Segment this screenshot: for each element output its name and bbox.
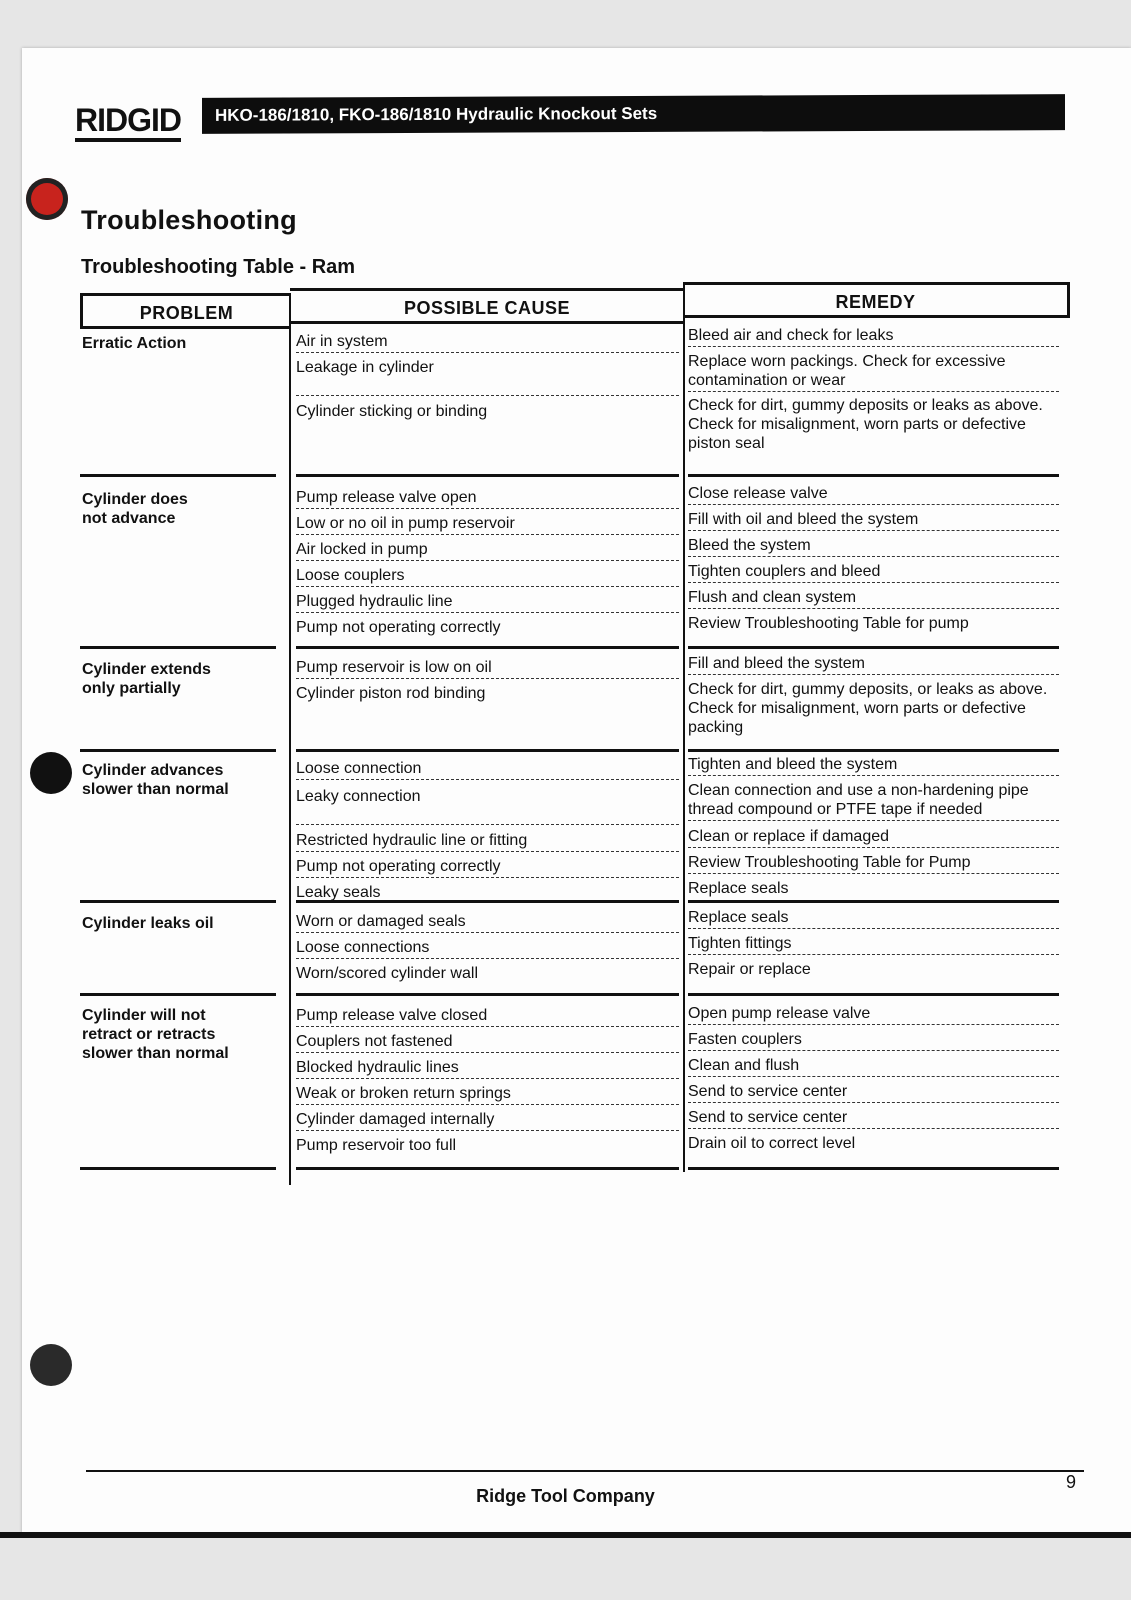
- problem-text: Cylinder leaks oil: [82, 915, 214, 932]
- remedy-item: Bleed air and check for leaks: [688, 326, 1059, 347]
- document-header-title: HKO-186/1810, FKO-186/1810 Hydraulic Knockout Sets: [202, 94, 1065, 134]
- table-row: [80, 656, 1070, 752]
- binder-hole-top-icon: [26, 178, 68, 220]
- cause-list: [296, 486, 679, 649]
- cause-item: Loose connections: [296, 938, 679, 959]
- remedy-list: [688, 910, 1059, 996]
- remedy-item: Fill with oil and bleed the system: [688, 510, 1059, 531]
- table-row: [80, 757, 1070, 903]
- problem-cell: [80, 910, 276, 996]
- cause-item: Leaky connection: [296, 787, 679, 825]
- cause-item: Pump not operating correctly: [296, 619, 501, 636]
- problem-cell: [80, 656, 276, 752]
- ridgid-logo: RIDGID: [75, 104, 181, 142]
- table-row: [80, 910, 1070, 996]
- cause-item: Leaky seals: [296, 884, 381, 901]
- problem-text: Cylinder does not advance: [82, 491, 188, 527]
- cause-item: Cylinder piston rod binding: [296, 685, 486, 702]
- table-title: Troubleshooting Table - Ram: [81, 256, 356, 278]
- cause-item: Couplers not fastened: [296, 1032, 679, 1053]
- table-row: [80, 486, 1070, 649]
- cause-item: Pump not operating correctly: [296, 857, 679, 878]
- remedy-item: Close release valve: [688, 484, 1059, 505]
- problem-cell: [80, 486, 276, 649]
- remedy-item: Clean or replace if damaged: [688, 827, 1059, 848]
- cause-item: Worn/scored cylinder wall: [296, 965, 478, 982]
- cause-list: [296, 330, 679, 477]
- page-number: 9: [1066, 1472, 1077, 1492]
- cause-item: Air in system: [296, 332, 679, 353]
- remedy-item: Review Troubleshooting Table for Pump: [688, 853, 1059, 874]
- remedy-list: [688, 757, 1059, 903]
- remedy-item: Replace worn packings. Check for excessive contamination or wear: [688, 352, 1059, 392]
- remedy-item: Review Troubleshooting Table for pump: [688, 615, 969, 632]
- remedy-item: Check for dirt, gummy deposits, or leaks as above. Check for misalignment, worn parts or defective packing: [688, 681, 1048, 736]
- remedy-item: Tighten couplers and bleed: [688, 562, 1059, 583]
- remedy-list: [688, 656, 1059, 752]
- cause-list: [296, 757, 679, 903]
- cause-item: Pump reservoir too full: [296, 1137, 457, 1154]
- cause-item: Low or no oil in pump reservoir: [296, 514, 679, 535]
- binder-hole-bottom-icon: [30, 1344, 72, 1386]
- remedy-item: Check for dirt, gummy deposits or leaks as above. Check for misalignment, worn parts or defective piston seal: [688, 397, 1043, 452]
- remedy-item: Bleed the system: [688, 536, 1059, 557]
- cause-item: Cylinder damaged internally: [296, 1110, 679, 1131]
- problem-cell: [80, 757, 276, 903]
- cause-item: Pump release valve closed: [296, 1006, 679, 1027]
- remedy-item: Replace seals: [688, 880, 789, 897]
- remedy-list: [688, 1002, 1059, 1170]
- problem-text: Cylinder extends only partially: [82, 661, 211, 697]
- cause-item: Loose couplers: [296, 566, 679, 587]
- table-row: [80, 1002, 1070, 1170]
- cause-item: Cylinder sticking or binding: [296, 403, 488, 420]
- binder-hole-middle-icon: [30, 752, 72, 794]
- remedy-item: Tighten and bleed the system: [688, 755, 1059, 776]
- remedy-item: Clean and flush: [688, 1056, 1059, 1077]
- cause-item: Worn or damaged seals: [296, 912, 679, 933]
- section-title: Troubleshooting: [81, 205, 297, 235]
- problem-cell: [80, 1002, 276, 1170]
- remedy-item: Tighten fittings: [688, 934, 1059, 955]
- column-header-remedy: REMEDY: [684, 282, 1070, 318]
- footer-company: Ridge Tool Company: [476, 1486, 655, 1506]
- remedy-item: Send to service center: [688, 1108, 1059, 1129]
- troubleshooting-table: [80, 280, 1070, 1185]
- cause-item: Pump reservoir is low on oil: [296, 658, 679, 679]
- cause-item: Restricted hydraulic line or fitting: [296, 831, 679, 852]
- cause-item: Loose connection: [296, 759, 679, 780]
- remedy-list: [688, 486, 1059, 649]
- remedy-item: Clean connection and use a non-hardening pipe thread compound or PTFE tape if needed: [688, 781, 1059, 821]
- column-header-possible-cause: POSSIBLE CAUSE: [290, 288, 684, 324]
- problem-cell: [80, 330, 276, 477]
- cause-item: Pump release valve open: [296, 488, 679, 509]
- problem-text: Cylinder will not retract or retracts slower than normal: [82, 1007, 229, 1062]
- remedy-list: [688, 327, 1059, 477]
- footer-rule: [86, 1470, 1084, 1472]
- cause-item: Weak or broken return springs: [296, 1084, 679, 1105]
- remedy-item: Repair or replace: [688, 961, 811, 978]
- remedy-item: Fill and bleed the system: [688, 654, 1059, 675]
- remedy-item: Flush and clean system: [688, 588, 1059, 609]
- cause-list: [296, 656, 679, 752]
- cause-item: Plugged hydraulic line: [296, 592, 679, 613]
- cause-list: [296, 910, 679, 996]
- scan-edge-bar: [0, 1532, 1131, 1538]
- cause-list: [296, 1002, 679, 1170]
- problem-text: Erratic Action: [82, 335, 187, 352]
- remedy-item: Replace seals: [688, 908, 1059, 929]
- problem-text: Cylinder advances slower than normal: [82, 762, 229, 798]
- remedy-item: Drain oil to correct level: [688, 1135, 856, 1152]
- column-header-problem: PROBLEM: [80, 293, 290, 329]
- remedy-item: Fasten couplers: [688, 1030, 1059, 1051]
- cause-item: Air locked in pump: [296, 540, 679, 561]
- cause-item: Leakage in cylinder: [296, 358, 679, 396]
- cause-item: Blocked hydraulic lines: [296, 1058, 679, 1079]
- remedy-item: Open pump release valve: [688, 1004, 1059, 1025]
- table-row: [80, 327, 1070, 477]
- remedy-item: Send to service center: [688, 1082, 1059, 1103]
